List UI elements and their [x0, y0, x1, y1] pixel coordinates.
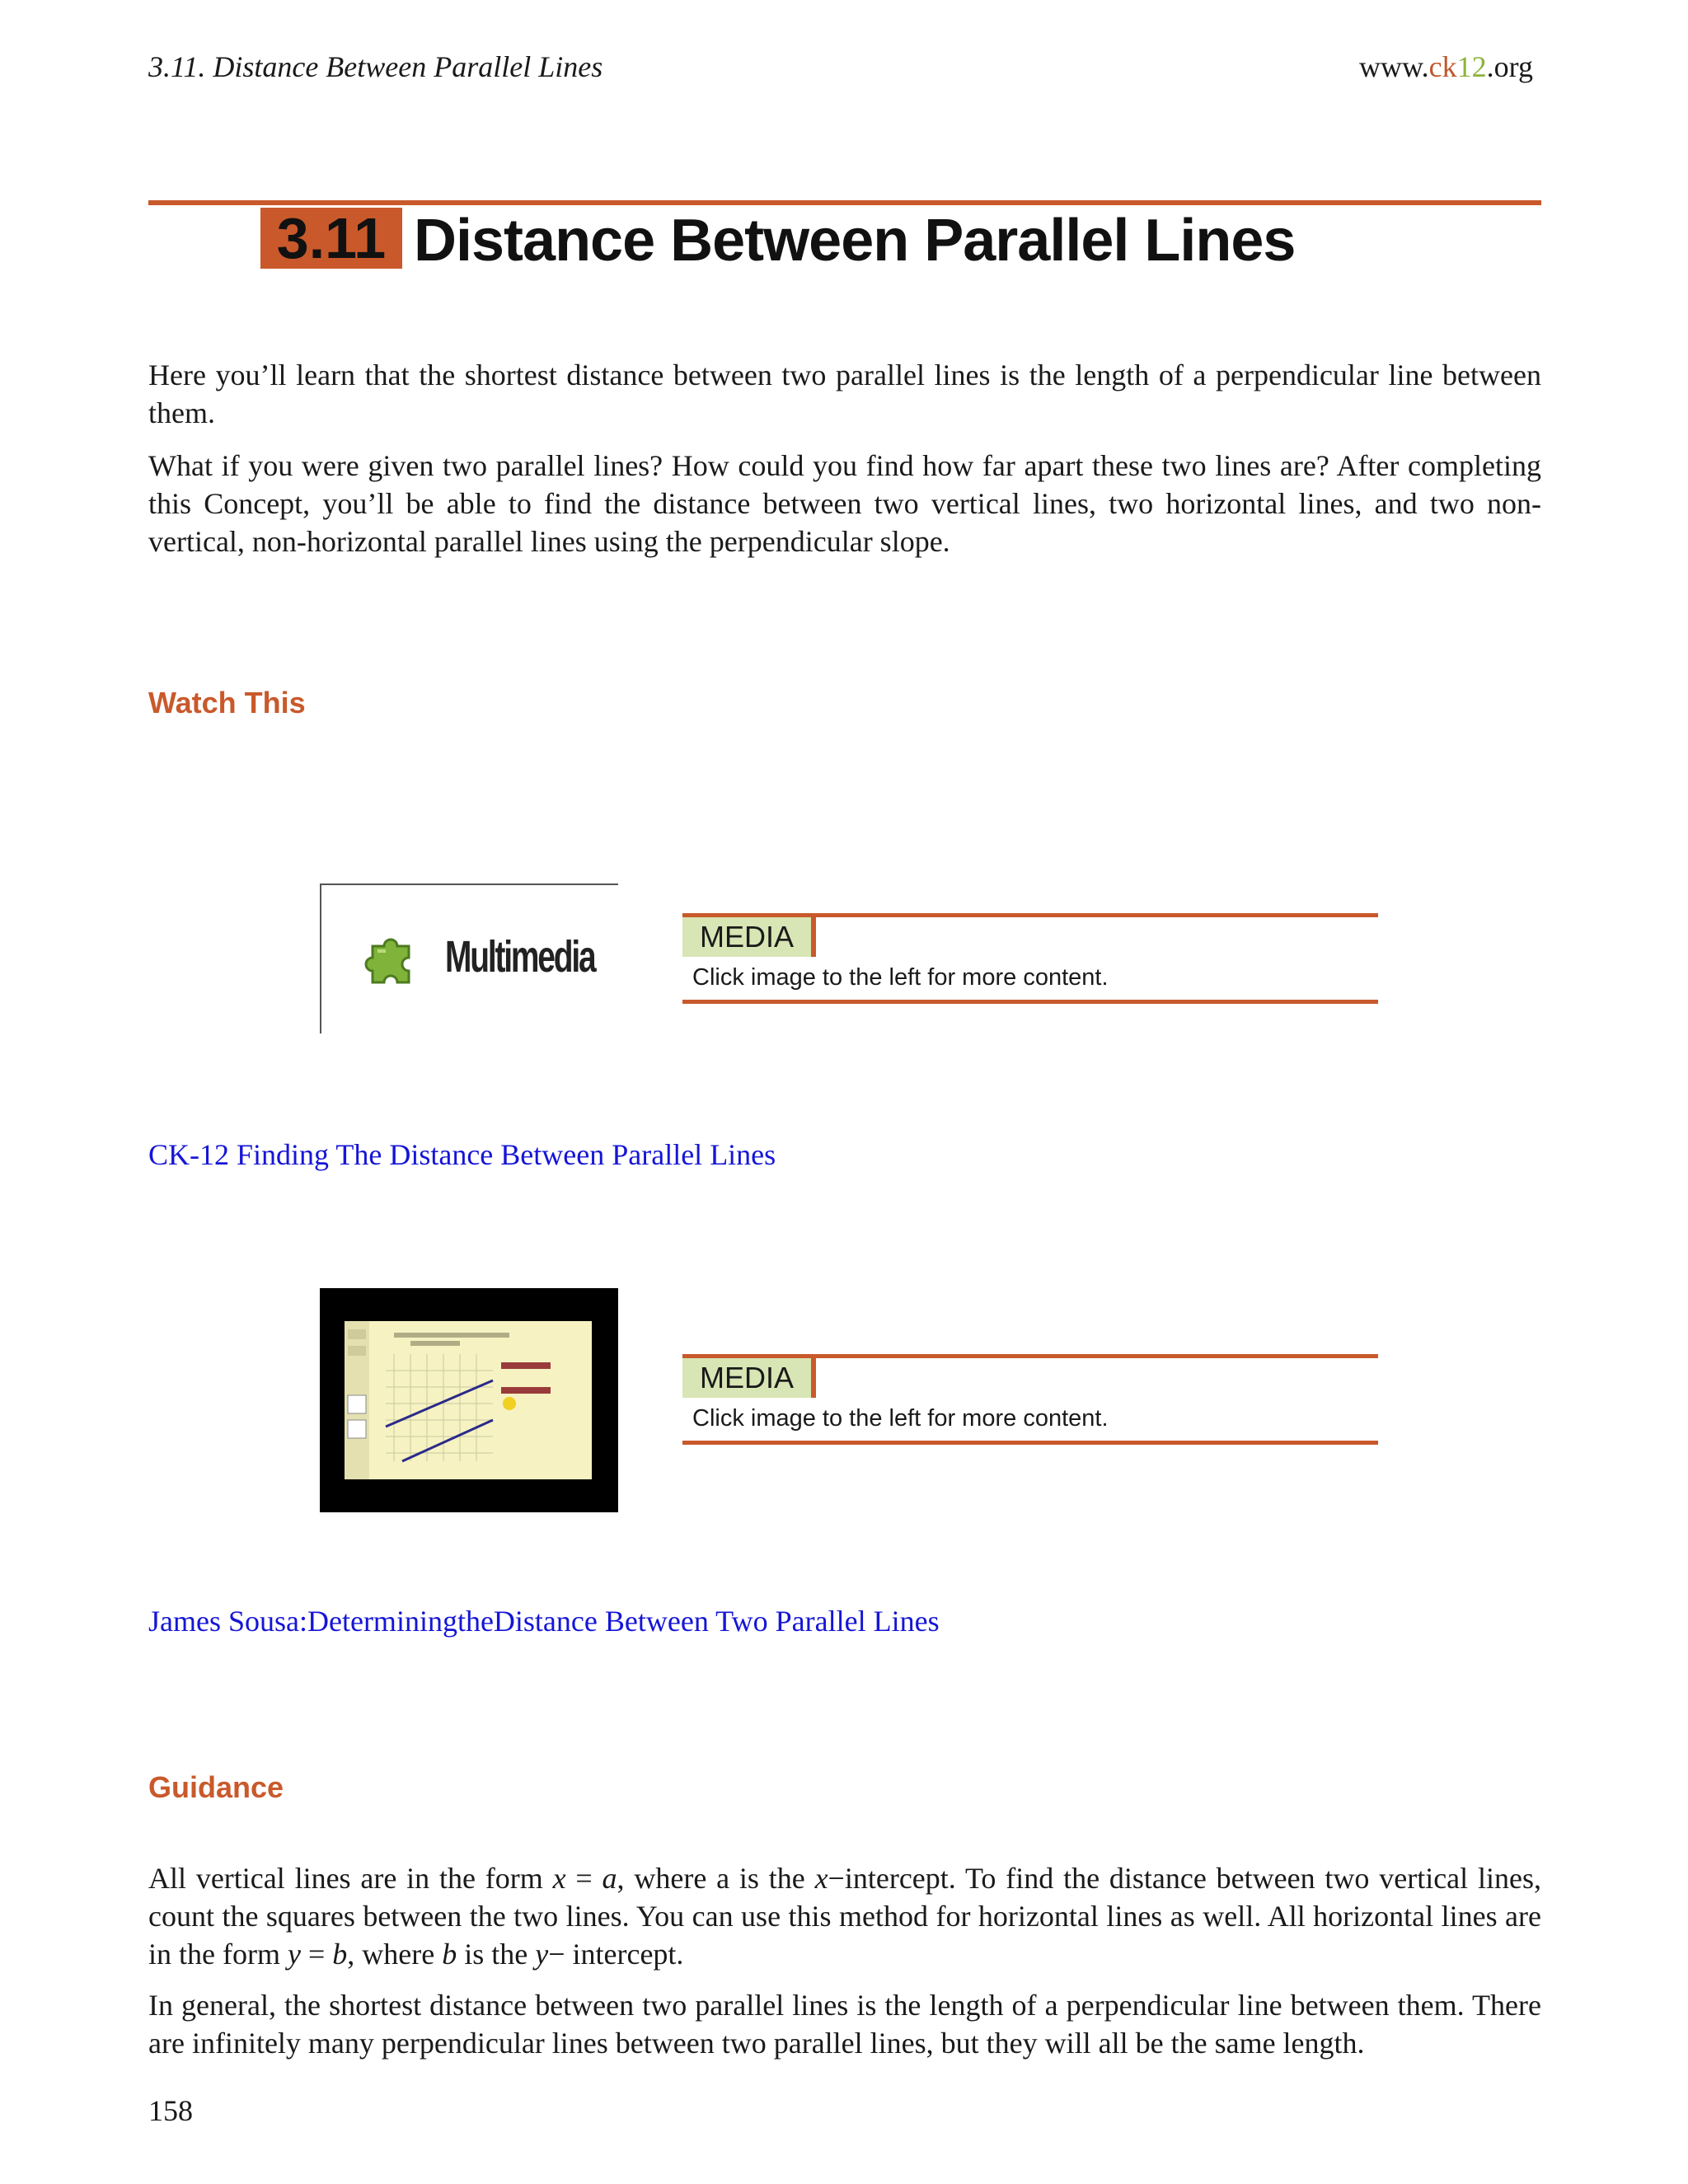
text-run: −intercept. To find the distance between two vertical lines, count the squares between the two lines. You can use this method for horizontal lines as well. All horizontal lines are in the form: [148, 1862, 1541, 1971]
section-number-badge: 3.11: [260, 208, 402, 269]
watch-this-heading: Watch This: [148, 686, 306, 719]
media-caption: Click image to the left for more content.: [692, 964, 1109, 991]
video-frame-graph-icon: [345, 1321, 592, 1479]
multimedia-label: Multimedia: [445, 932, 595, 982]
media-tag: MEDIA: [682, 1358, 816, 1398]
math-var: x: [552, 1862, 566, 1895]
site-ck: ck: [1428, 50, 1457, 83]
guidance-paragraph-general: In general, the shortest distance between two parallel lines is the length of a perpendicular line between them. There are infinitely many perpendicular lines between two parallel lines, but they will all be the same length.: [148, 1989, 1541, 2060]
puzzle-piece-icon: [361, 928, 424, 991]
media-caption: Click image to the left for more content.: [692, 1405, 1109, 1432]
text-run: , where: [347, 1938, 443, 1971]
multimedia-thumbnail[interactable]: [320, 883, 618, 1033]
video-thumbnail[interactable]: [320, 1288, 618, 1512]
math-var: b: [332, 1938, 348, 1971]
page-number: 158: [148, 2094, 193, 2127]
math-var: a: [602, 1862, 617, 1895]
intro-paragraph: Here you’ll learn that the shortest distance between two parallel lines is the length of a perpendicular line between them.: [148, 359, 1541, 429]
math-var: x: [814, 1862, 828, 1895]
guidance-paragraph-lines: [148, 1859, 1541, 1973]
math-var: y: [287, 1938, 301, 1971]
media-panel: [682, 913, 1378, 1004]
running-header-site[interactable]: [1359, 49, 1533, 84]
text-run: =: [300, 1938, 333, 1971]
site-prefix: www.: [1359, 50, 1429, 83]
guidance-heading: Guidance: [148, 1770, 284, 1804]
title-rule: [148, 200, 1541, 205]
site-12: 12: [1456, 50, 1487, 83]
running-header: [148, 49, 1540, 87]
running-header-chapter: 3.11. Distance Between Parallel Lines: [148, 50, 603, 83]
text-run: is the: [457, 1938, 536, 1971]
james-sousa-video-link[interactable]: James Sousa:DeterminingtheDistance Between Two Parallel Lines: [148, 1605, 940, 1638]
math-var: y: [535, 1938, 549, 1971]
text-run: All vertical lines are in the form: [148, 1862, 553, 1895]
text-run: − intercept.: [548, 1938, 684, 1971]
media-panel: [682, 1354, 1378, 1445]
page-title: Distance Between Parallel Lines: [414, 208, 1296, 274]
site-suffix: .org: [1486, 50, 1533, 83]
question-paragraph: What if you were given two parallel lines? How could you find how far apart these two lines are? After completing this Concept, you’ll be able to find the distance between two vertical lines, two horizontal lines, and two non-vertical, non-horizontal parallel lines using the perpendicular slope.: [148, 449, 1541, 558]
text-run: =: [565, 1862, 603, 1895]
ck12-video-link[interactable]: CK-12 Finding The Distance Between Parallel Lines: [148, 1138, 776, 1171]
media-panel-bottom-rule: [682, 1000, 1378, 1004]
video-screen: [345, 1321, 592, 1479]
media-panel-bottom-rule: [682, 1441, 1378, 1445]
media-tag: MEDIA: [682, 917, 816, 957]
math-var: b: [442, 1938, 457, 1971]
text-run: , where a is the: [617, 1862, 815, 1895]
